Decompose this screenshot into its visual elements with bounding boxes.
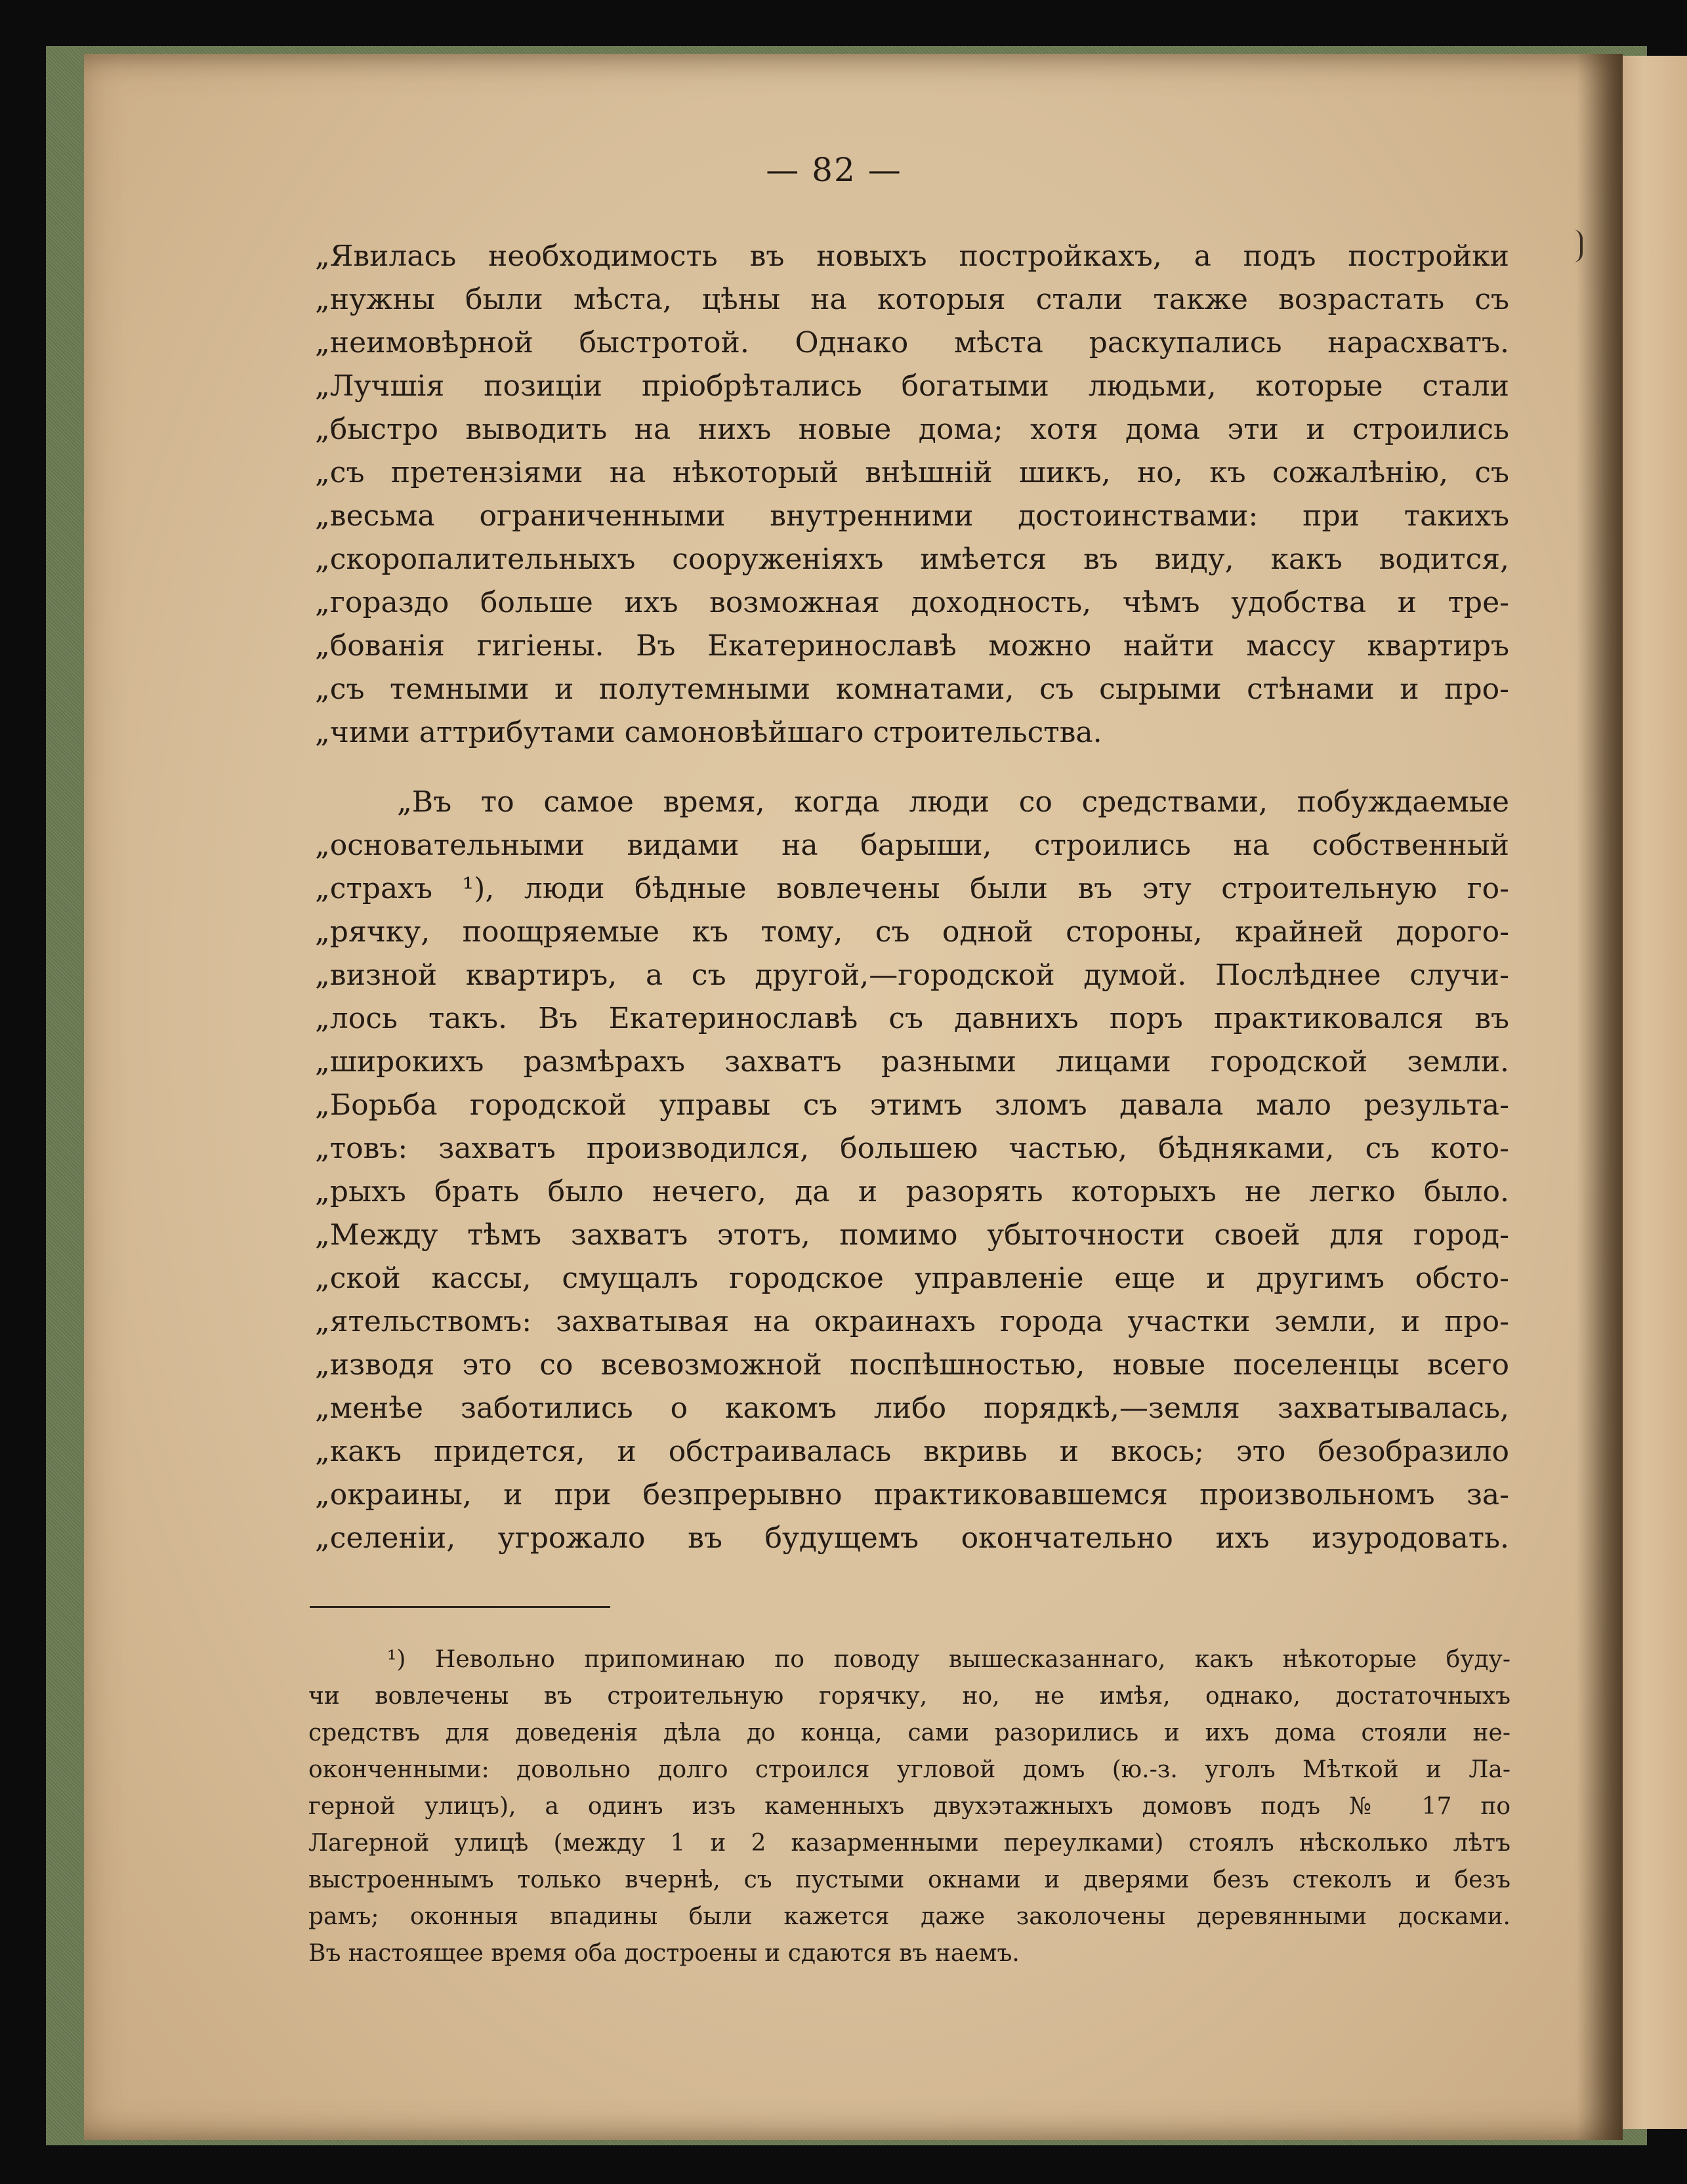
footnote-line: оконченными: довольно долго строился угловой домъ (ю.-з. уголъ Мѣткой и Ла-	[308, 1756, 1510, 1783]
body-line: „лось такъ. Въ Екатеринославѣ съ давнихъ поръ практиковался въ	[315, 1002, 1509, 1035]
body-line: „селеніи, угрожало въ будущемъ окончательно ихъ изуродовать.	[315, 1521, 1509, 1555]
footnote-line: выстроеннымъ только вчернѣ, съ пустыми окнами и дверями безъ стеколъ и безъ	[308, 1866, 1510, 1893]
body-line: „скоропалительныхъ сооруженіяхъ имѣется въ виду, какъ водится,	[315, 543, 1509, 576]
body-line: „ской кассы, смущалъ городское управленіе еще и другимъ обсто-	[315, 1262, 1509, 1295]
gutter-shadow	[1577, 54, 1623, 2140]
body-line: „визной квартиръ, а съ другой,—городской думой. Послѣднее случи-	[315, 958, 1509, 992]
footnote-line: рамъ; оконныя впадины были кажется даже заколочены деревянными досками.	[308, 1903, 1510, 1930]
body-line: „съ претензіями на нѣкоторый внѣшній шикъ, но, къ сожалѣнію, съ	[315, 456, 1509, 489]
body-line: „быстро выводить на нихъ новые дома; хотя дома эти и строились	[315, 413, 1509, 446]
margin-bracket-mark	[1573, 230, 1583, 262]
body-line: „менѣе заботились о какомъ либо порядкѣ,—земля захватывалась,	[315, 1391, 1509, 1425]
body-line: „Лучшія позиціи пріобрѣтались богатыми людьми, которые стали	[315, 369, 1509, 403]
body-line: „окраины, и при безпрерывно практиковавшемся произвольномъ за-	[315, 1478, 1509, 1512]
body-line: „страхъ ¹), люди бѣдные вовлечены были въ эту строительную го-	[315, 872, 1509, 905]
body-line: „бованія гигіены. Въ Екатеринославѣ можно найти массу квартиръ	[315, 629, 1509, 663]
body-line: „основательными видами на барыши, строились на собственный	[315, 829, 1509, 862]
footnote-line: герной улицъ), а одинъ изъ каменныхъ двухэтажныхъ домовъ подъ № 17 по	[308, 1793, 1510, 1820]
body-line: „нужны были мѣста, цѣны на которыя стали также возрастать съ	[315, 283, 1509, 316]
body-line: „широкихъ размѣрахъ захватъ разными лицами городской земли.	[315, 1045, 1509, 1079]
body-line: „изводя это со всевозможной поспѣшностью, новые поселенцы всего	[315, 1348, 1509, 1382]
footnote-line: Въ настоящее время оба достроены и сдаются въ наемъ.	[308, 1940, 1020, 1967]
body-line: „ятельствомъ: захватывая на окраинахъ города участки земли, и про-	[315, 1305, 1509, 1338]
footnote-line: чи вовлечены въ строительную горячку, но, не имѣя, однако, достаточныхъ	[308, 1683, 1510, 1710]
body-line: „рячку, поощряемые къ тому, съ одной стороны, крайней дорого-	[315, 915, 1509, 949]
footnote-line: ¹) Невольно припоминаю по поводу вышесказаннаго, какъ нѣкоторые буду-	[387, 1646, 1510, 1673]
body-line: „товъ: захватъ производился, большею частью, бѣдняками, съ кото-	[315, 1132, 1509, 1165]
body-line: „чими аттрибутами самоновѣйшаго строительства.	[315, 716, 1102, 749]
footnote-line: средствъ для доведенія дѣла до конца, сами разорились и ихъ дома стояли не-	[308, 1720, 1510, 1746]
body-line: „неимовѣрной быстротой. Однако мѣста раскупались нарасхватъ.	[315, 326, 1509, 360]
body-line: „весьма ограниченными внутренними достоинствами: при такихъ	[315, 499, 1509, 533]
footnote-line: Лагерной улицѣ (между 1 и 2 казарменными переулками) стоялъ нѣсколько лѣтъ	[308, 1830, 1510, 1857]
page-number: — 82 —	[766, 151, 902, 189]
body-line: „рыхъ брать было нечего, да и разорять которыхъ не легко было.	[315, 1175, 1509, 1208]
body-line: „Въ то самое время, когда люди со средствами, побуждаемые	[397, 785, 1509, 819]
body-line: „Между тѣмъ захватъ этотъ, помимо убыточности своей для город-	[315, 1218, 1509, 1252]
body-line: „гораздо больше ихъ возможная доходность, чѣмъ удобства и тре-	[315, 586, 1509, 619]
body-line: „какъ придется, и обстраивалась вкривь и вкось; это безобразило	[315, 1435, 1509, 1468]
body-line: „Явилась необходимость въ новыхъ постройкахъ, а подъ постройки	[315, 239, 1509, 273]
body-line: „Борьба городской управы съ этимъ зломъ давала мало результа-	[315, 1088, 1509, 1122]
footnote-rule	[310, 1606, 610, 1608]
body-line: „съ темными и полутемными комнатами, съ сырыми стѣнами и про-	[315, 672, 1509, 706]
